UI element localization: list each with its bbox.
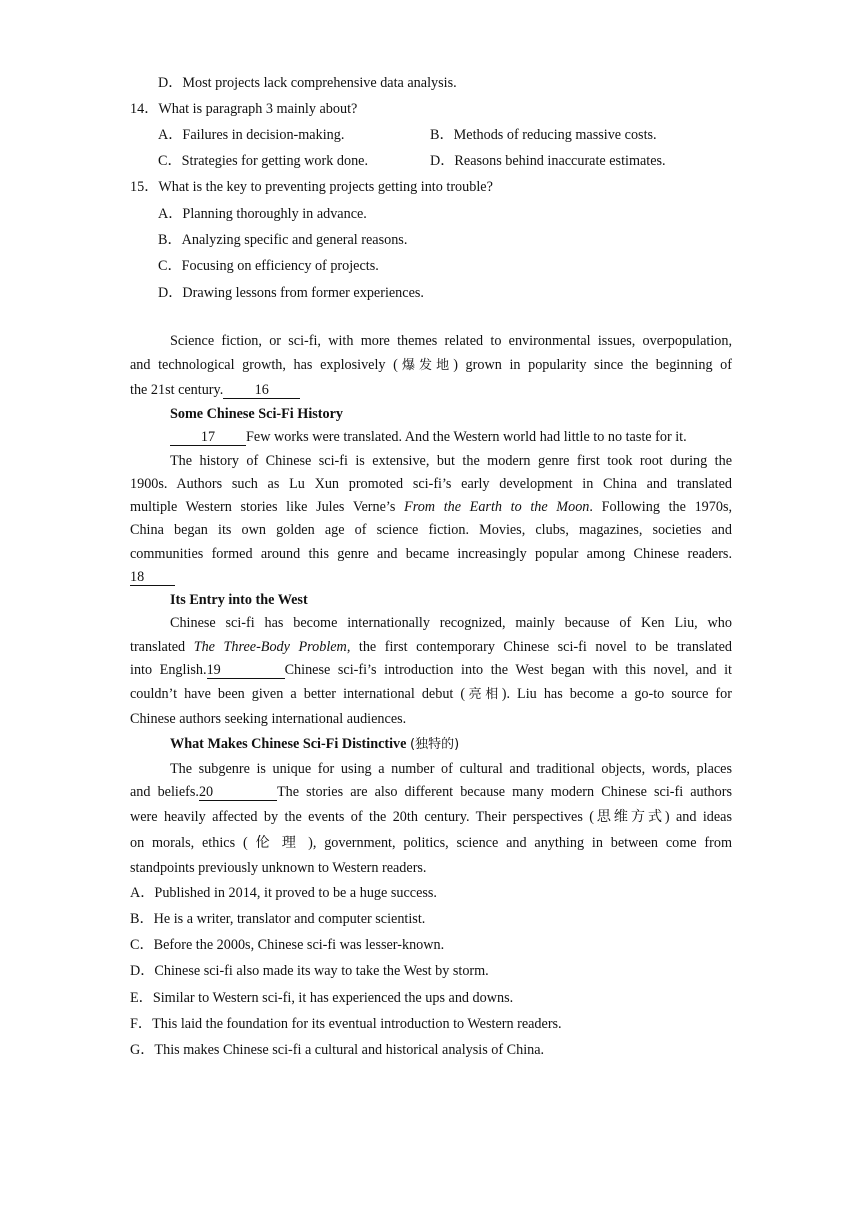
passage-p1-line2: and technological growth, has explosively (爆发地) grown in popularity since the beginning of [130,357,732,373]
q15-option-b: B．Analyzing specific and general reasons. [158,232,408,248]
q15-option-d: D．Drawing lessons from former experiences. [158,285,424,301]
passage-p4-line5: Chinese authors seeking international audiences. [130,711,407,727]
passage-p5-line2: and beliefs.20 The stories are also different because many modern Chinese sci-fi authors [130,784,732,800]
passage-p3-line4: China began its own golden age of science fiction. Movies, clubs, magazines, societies and [130,522,732,538]
section-heading-distinctive: What Makes Chinese Sci-Fi Distinctive (独特的) [170,736,460,752]
passage-p1-line3: the 21st century. 16 [130,381,300,399]
passage-p2: 17 Few works were translated. And the Western world had little to no taste for it. [170,428,687,446]
option-f: F．This laid the foundation for its eventual introduction to Western readers. [130,1016,562,1032]
option-e: E．Similar to Western sci-fi, it has experienced the ups and downs. [130,990,514,1006]
passage-p3-line2: 1900s. Authors such as Lu Xun promoted sci-fi’s early development in China and translated [130,476,732,492]
q14-option-a: A．Failures in decision-making. [158,127,345,143]
passage-p5-line3: were heavily affected by the events of the 20th century. Their perspectives (思维方式) and ideas [130,809,732,825]
q15-option-c: C．Focusing on efficiency of projects. [158,258,379,274]
section-heading-history: Some Chinese Sci-Fi History [170,406,343,422]
passage-p3-line5: communities formed around this genre and became increasingly popular among Chinese readers. [130,546,732,562]
passage-p3-line3: multiple Western stories like Jules Verne’s From the Earth to the Moon. Following the 1970s, [130,499,733,515]
blank-16[interactable]: 16 [223,382,300,399]
passage-p4-line3: into English.19 Chinese sci-fi’s introduction into the West began with this novel, and it [130,662,732,678]
option-d: D．Chinese sci-fi also made its way to take the West by storm. [130,963,489,979]
passage-p3-line1: The history of Chinese sci-fi is extensive, but the modern genre first took root during the [170,453,732,469]
blank-18[interactable]: 18 [130,569,175,586]
passage-p5-line5: standpoints previously unknown to Western readers. [130,860,427,876]
option-c: C．Before the 2000s, Chinese sci-fi was lesser-known. [130,937,445,953]
passage-p4-line1: Chinese sci-fi has become internationally recognized, mainly because of Ken Liu, who [170,615,732,631]
passage-p5-line4: on morals, ethics ( 伦 理 ), government, politics, science and anything in between come from [130,835,732,851]
option-a: A．Published in 2014, it proved to be a huge success. [130,885,437,901]
option-b: B．He is a writer, translator and computer scientist. [130,911,426,927]
q14-option-c: C．Strategies for getting work done. [158,153,369,169]
passage-p4-line2: translated The Three-Body Problem, the first contemporary Chinese sci-fi novel to be translated [130,639,733,655]
option-g: G．This makes Chinese sci-fi a cultural and historical analysis of China. [130,1042,545,1058]
blank-20[interactable]: 20 [199,784,277,801]
q14-option-b: B．Methods of reducing massive costs. [430,127,657,143]
blank-17[interactable]: 17 [170,429,246,446]
q15-option-a: A．Planning thoroughly in advance. [158,206,367,222]
section-heading-entry-west: Its Entry into the West [170,592,308,608]
passage-p1-line1: Science fiction, or sci-fi, with more themes related to environmental issues, overpopulation, [170,333,732,349]
passage-p3-line6 [130,568,175,586]
passage-p5-line1: The subgenre is unique for using a number of cultural and traditional objects, words, places [170,761,732,777]
q14-stem: 14．What is paragraph 3 mainly about? [130,101,358,117]
blank-19[interactable]: 19 [207,662,285,679]
q13-option-d: D．Most projects lack comprehensive data analysis. [158,75,457,91]
passage-p4-line4: couldn’t have been given a better international debut (亮相). Liu has become a go-to source for [130,686,732,702]
q14-option-d: D．Reasons behind inaccurate estimates. [430,153,666,169]
q15-stem: 15．What is the key to preventing projects getting into trouble? [130,179,493,195]
